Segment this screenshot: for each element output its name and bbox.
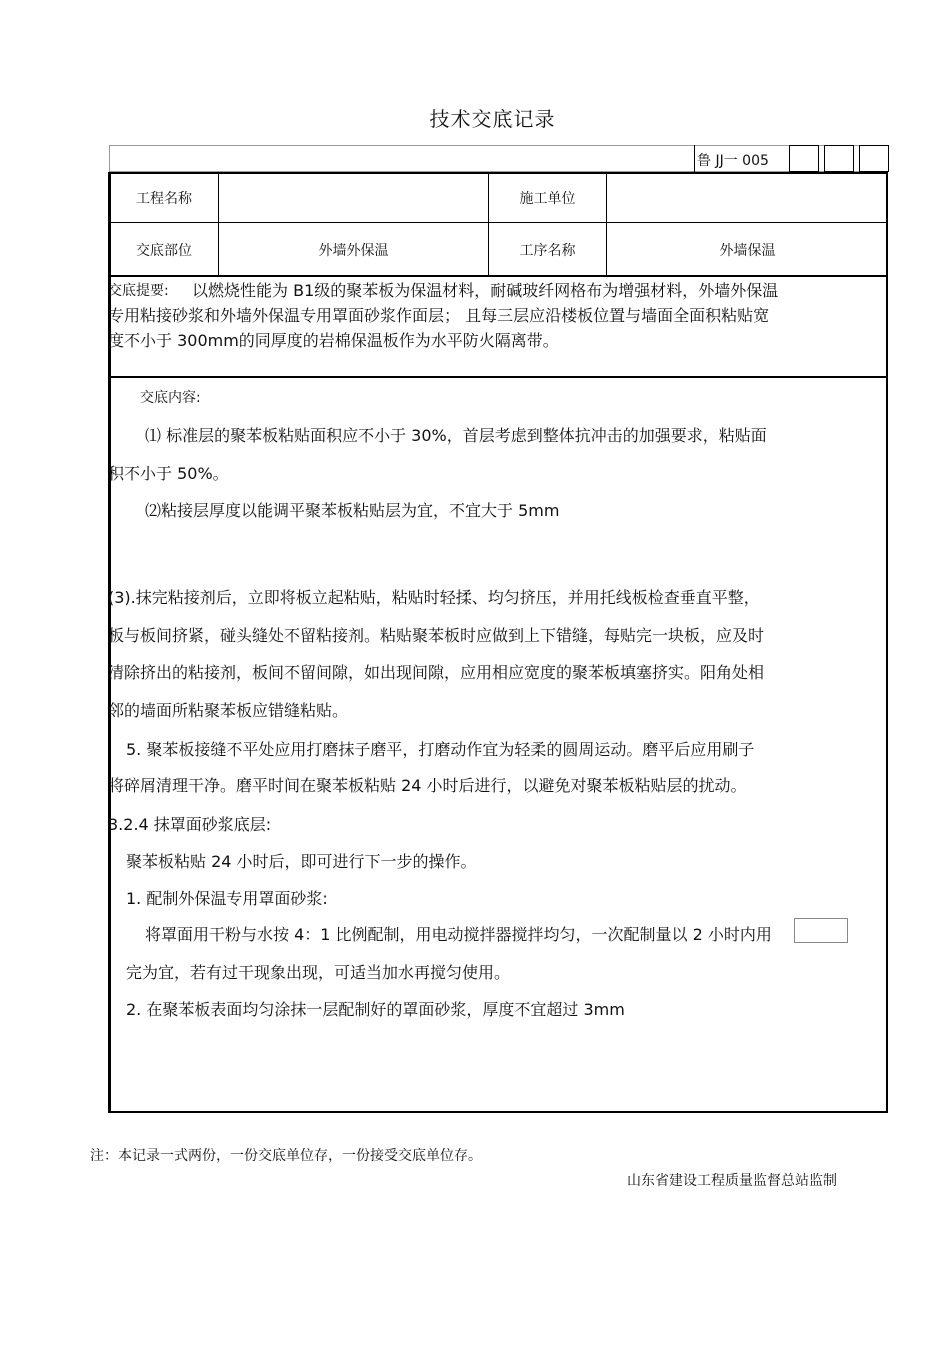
page-title: 技术交底记录 bbox=[429, 107, 556, 131]
content-line: 邻的墙面所粘聚苯板应错缝粘贴。 bbox=[108, 701, 349, 720]
summary-line-2: 专用粘接砂浆和外墙外保温专用罩面砂浆作面层； 且每三层应沿楼板位置与墙面全面积粘贴宽 bbox=[108, 306, 770, 325]
label-process-name: 工序名称 bbox=[519, 243, 576, 259]
content-line: 将碎屑清理干净。磨平时间在聚苯板粘贴 24 小时后进行，以避免对聚苯板粘贴层的扰动。 bbox=[108, 776, 747, 795]
content-label: 交底内容: bbox=[140, 390, 201, 406]
code-box-2 bbox=[824, 145, 854, 172]
content-line: 完为宜，若有过干现象出现，可适当加水再搅匀使用。 bbox=[126, 963, 511, 982]
label-project-name: 工程名称 bbox=[136, 191, 192, 207]
highlight-box bbox=[794, 918, 848, 943]
content-line: 板与板间挤紧，碰头缝处不留粘接剂。粘贴聚苯板时应做到上下错缝，每贴完一块板，应及时 bbox=[108, 626, 765, 645]
content-line: 2. 在聚苯板表面均匀涂抹一层配制好的罩面砂浆，厚度不宜超过 3mm bbox=[126, 1000, 625, 1019]
supervisor-credit: 山东省建设工程质量监督总站监制 bbox=[627, 1173, 837, 1189]
row-divider-3 bbox=[108, 376, 888, 378]
summary-line-1: 以燃烧性能为 B1级的聚苯板为保温材料，耐碱玻纤网格布为增强材料，外墙外保温 bbox=[192, 281, 779, 300]
code-box-3 bbox=[859, 145, 889, 172]
summary-line-3: 度不小于 300mm的同厚度的岩棉保温板作为水平防火隔离带。 bbox=[108, 331, 559, 350]
row-divider-2 bbox=[108, 275, 888, 277]
content-line: 5. 聚苯板接缝不平处应用打磨抹子磨平，打磨动作宜为轻柔的圆周运动。磨平后应用刷子 bbox=[126, 740, 755, 759]
content-line: 1. 配制外保温专用罩面砂浆: bbox=[126, 889, 328, 908]
code-divider bbox=[694, 145, 695, 172]
value-handover-part: 外墙外保温 bbox=[318, 243, 389, 259]
form-code: 鲁 JJ一 005 bbox=[697, 153, 769, 169]
form-code-bar bbox=[109, 145, 889, 172]
content-line: (3).抹完粘接剂后，立即将板立起粘贴，粘贴时轻揉、均匀挤压，并用托线板检查垂直平整， bbox=[108, 588, 760, 607]
label-handover-part: 交底部位 bbox=[136, 243, 192, 259]
content-line: 清除挤出的粘接剂，板间不留间隙，如出现间隙，应用相应宽度的聚苯板填塞挤实。阳角处相 bbox=[108, 663, 765, 682]
content-line: 3.2.4 抹罩面砂浆底层: bbox=[108, 815, 272, 834]
value-process-name: 外墙保温 bbox=[719, 243, 776, 259]
summary-label: 交底提要: bbox=[108, 283, 169, 299]
content-line: 积不小于 50%。 bbox=[108, 464, 229, 483]
footnote: 注：本记录一式两份，一份交底单位存，一份接受交底单位存。 bbox=[90, 1148, 482, 1164]
content-line: ⑴ 标准层的聚苯板粘贴面积应不小于 30%，首层考虑到整体抗冲击的加强要求，粘贴面 bbox=[145, 426, 767, 445]
code-box-1 bbox=[789, 145, 819, 172]
content-line: ⑵粘接层厚度以能调平聚苯板粘贴层为宜，不宜大于 5mm bbox=[145, 501, 560, 520]
row-divider-1 bbox=[108, 222, 888, 223]
content-line: 聚苯板粘贴 24 小时后，即可进行下一步的操作。 bbox=[126, 852, 477, 871]
label-construction-unit: 施工单位 bbox=[519, 191, 576, 207]
content-line: 将罩面用干粉与水按 4：1 比例配制，用电动搅拌器搅拌均匀，一次配制量以 2 小时内用 bbox=[145, 925, 772, 944]
